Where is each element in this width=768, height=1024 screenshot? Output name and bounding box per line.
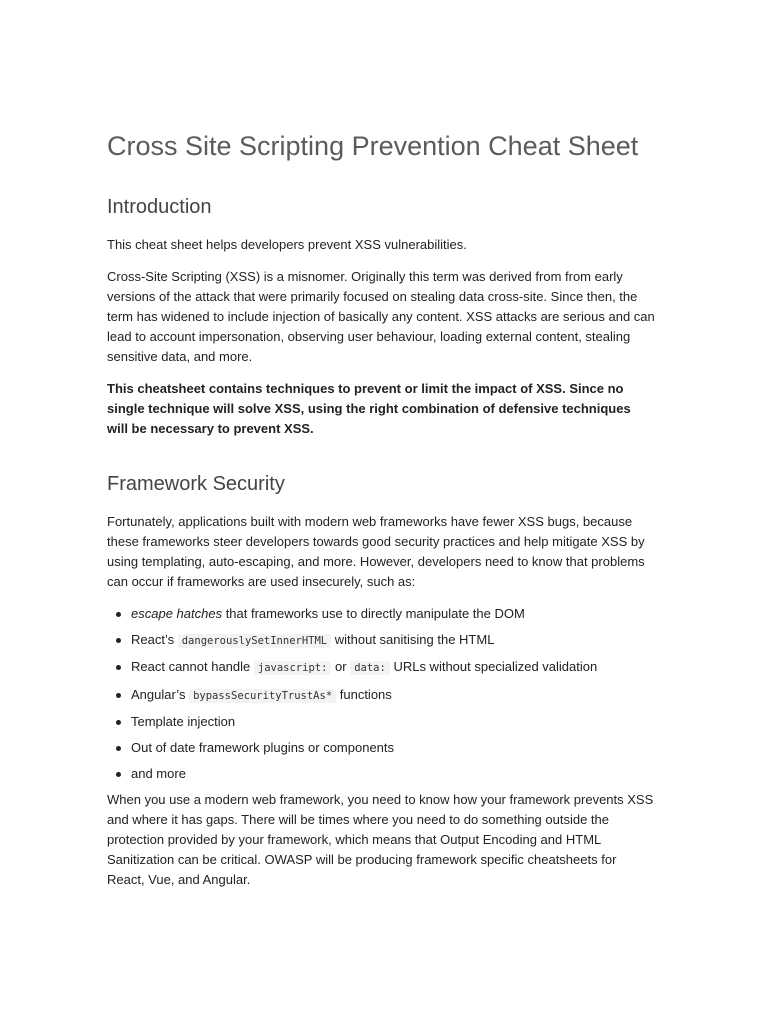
introduction-heading: Introduction [107, 196, 212, 218]
list-item-text: URLs without specialized validation [389, 659, 598, 675]
inline-code: data: [350, 661, 390, 675]
list-item-text: React cannot handle [131, 659, 254, 675]
list-item: Out of date framework plugins or components [131, 738, 655, 758]
framework-paragraph-2: When you use a modern web framework, you need to know how your framework prevents XSS and where it has gaps. There will be times where you need to do something outside the protection provided by your framework, which means that Output Encoding and HTML Sanitization can be critical. OWASP will be producing framework specific cheatsheets for React, Vue, and Angular. [107, 792, 654, 888]
list-item [131, 630, 655, 651]
page-title: Cross Site Scripting Prevention Cheat Sheet [107, 131, 639, 161]
document-page [107, 128, 655, 890]
intro-paragraph-1: This cheat sheet helps developers prevent XSS vulnerabilities. [107, 237, 467, 252]
list-item [131, 604, 655, 624]
inline-code: dangerouslySetInnerHTML [178, 634, 331, 648]
inline-code: bypassSecurityTrustAs* [189, 689, 336, 703]
intro-paragraph-3-bold: This cheatsheet contains techniques to prevent or limit the impact of XSS. Since no single technique will solve XSS, using the right combination of defensive techniques will be necessary to prevent XSS. [107, 381, 631, 436]
list-item-text: without sanitising the HTML [331, 632, 495, 648]
list-item: and more [131, 764, 655, 784]
list-item-text: functions [336, 686, 392, 702]
list-item [131, 685, 655, 706]
list-item-text: Angular’s [131, 686, 190, 702]
framework-paragraph-1: Fortunately, applications built with modern web frameworks have fewer XSS bugs, because these frameworks steer developers towards good security practices and help mitigate XSS by using templating, auto-escaping, and more. However, developers need to know that problems can occur if frameworks are used insecurely, such as: [107, 514, 645, 589]
inline-code: javascript: [254, 661, 332, 675]
framework-risk-list [107, 604, 655, 784]
list-item-text: React’s [131, 632, 178, 648]
list-item-text: that frameworks use to directly manipulate the DOM [222, 606, 525, 621]
framework-security-heading: Framework Security [107, 473, 285, 495]
intro-paragraph-2: Cross-Site Scripting (XSS) is a misnomer. Originally this term was derived from from early versions of the attack that were primarily focused on stealing data cross-site. Since then, the term has widened to include injection of basically any content. XSS attacks are serious and can lead to account impersonation, observing user behaviour, loading external content, stealing sensitive data, and more. [107, 269, 655, 364]
list-item [131, 657, 655, 678]
list-item: Template injection [131, 712, 655, 732]
list-item-text: or [331, 659, 351, 675]
emphasis-text: escape hatches [131, 606, 223, 621]
